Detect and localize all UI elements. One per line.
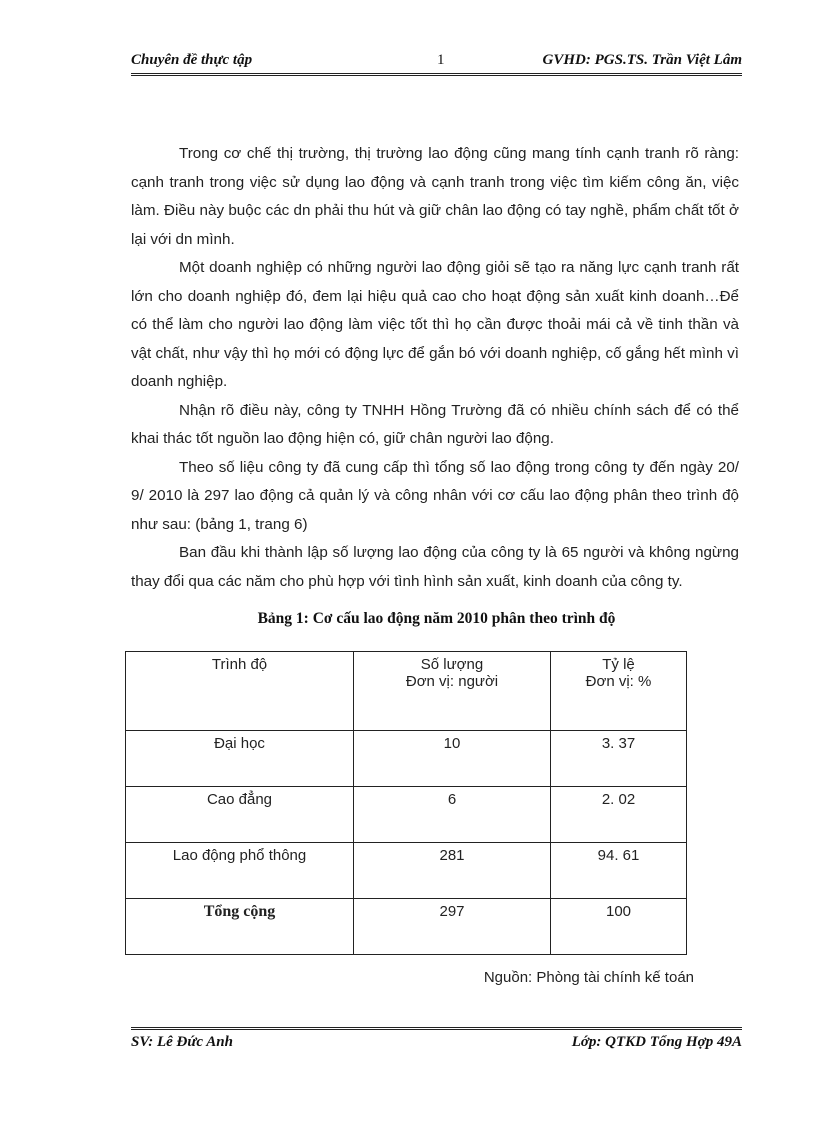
paragraph: Nhận rõ điều này, công ty TNHH Hồng Trường đã có nhiều chính sách để có thể khai thác tốt nguồn lao động hiện có, giữ chân người lao động.	[131, 401, 739, 447]
body-text	[131, 140, 739, 596]
footer-student: SV: Lê Đức Anh	[131, 1034, 233, 1050]
table-source: Nguồn: Phòng tài chính kế toán	[483, 969, 694, 986]
table-cell: Cao đẳng	[126, 787, 354, 843]
paragraph: Trong cơ chế thị trường, thị trường lao động cũng mang tính cạnh tranh rõ ràng: cạnh tranh trong việc sử dụng lao động và cạnh tranh trong việc tìm kiếm công ăn, việc làm. Điều này buộc các dn phải thu hút và giữ chân lao động có tay nghề, phẩm chất tốt ở lại với dn mình.	[131, 145, 739, 248]
table-row	[126, 787, 687, 843]
header-label: Tỷ lệ	[602, 656, 635, 673]
header-cell	[551, 652, 687, 731]
table-cell: Tổng cộng	[126, 899, 354, 955]
table-total-row	[126, 899, 687, 955]
table-cell: 10	[354, 731, 551, 787]
footer-rule	[131, 1027, 742, 1030]
header-rule	[131, 73, 742, 76]
table-cell: 6	[354, 787, 551, 843]
page-footer	[131, 1034, 742, 1056]
page-number: 1	[437, 52, 445, 68]
table-caption: Bảng 1: Cơ cấu lao động năm 2010 phân theo trình độ	[257, 610, 616, 627]
paragraph: Ban đầu khi thành lập số lượng lao động của công ty là 65 người và không ngừng thay đổi qua các năm cho phù hợp với tình hình sản xuất, kinh doanh của công ty.	[131, 544, 739, 590]
table-cell: 100	[551, 899, 687, 955]
table-cell: Đại học	[126, 731, 354, 787]
header-cell	[354, 652, 551, 731]
header-label: Trình độ	[211, 656, 268, 673]
header-cell	[126, 652, 354, 731]
header-supervisor: GVHD: PGS.TS. Trần Việt Lâm	[542, 52, 742, 68]
table-cell: 281	[354, 843, 551, 899]
paragraph: Theo số liệu công ty đã cung cấp thì tổng số lao động trong công ty đến ngày 20/ 9/ 2010 là 297 lao động cả quản lý và công nhân với cơ cấu lao động phân theo trình độ như sau: (bảng 1, trang 6)	[131, 458, 739, 533]
header-label: Số lượng	[420, 656, 484, 673]
table-header-row	[126, 652, 687, 731]
table-cell: 94. 61	[551, 843, 687, 899]
header-title: Chuyên đề thực tập	[131, 52, 253, 68]
paragraph: Một doanh nghiệp có những người lao động giỏi sẽ tạo ra năng lực cạnh tranh rất lớn cho doanh nghiệp đó, đem lại hiệu quả cao cho hoạt động sản xuất kinh doanh…Để có thể làm cho người lao động làm việc tốt thì họ cần được thoải mái cả về tinh thần và vật chất, như vậy thì họ mới có động lực để gắn bó với doanh nghiệp, cố gắng hết mình vì doanh nghiệp.	[131, 259, 739, 390]
table-cell: Lao động phổ thông	[126, 843, 354, 899]
table-row	[126, 731, 687, 787]
labor-structure-table	[125, 651, 687, 955]
table-row	[126, 843, 687, 899]
header-unit: Đơn vị: %	[585, 673, 652, 690]
table-cell: 2. 02	[551, 787, 687, 843]
table-cell: 297	[354, 899, 551, 955]
page-header	[131, 52, 742, 74]
footer-class: Lớp: QTKD Tổng Hợp 49A	[571, 1034, 742, 1050]
table-cell: 3. 37	[551, 731, 687, 787]
header-unit: Đơn vị: người	[405, 673, 499, 690]
